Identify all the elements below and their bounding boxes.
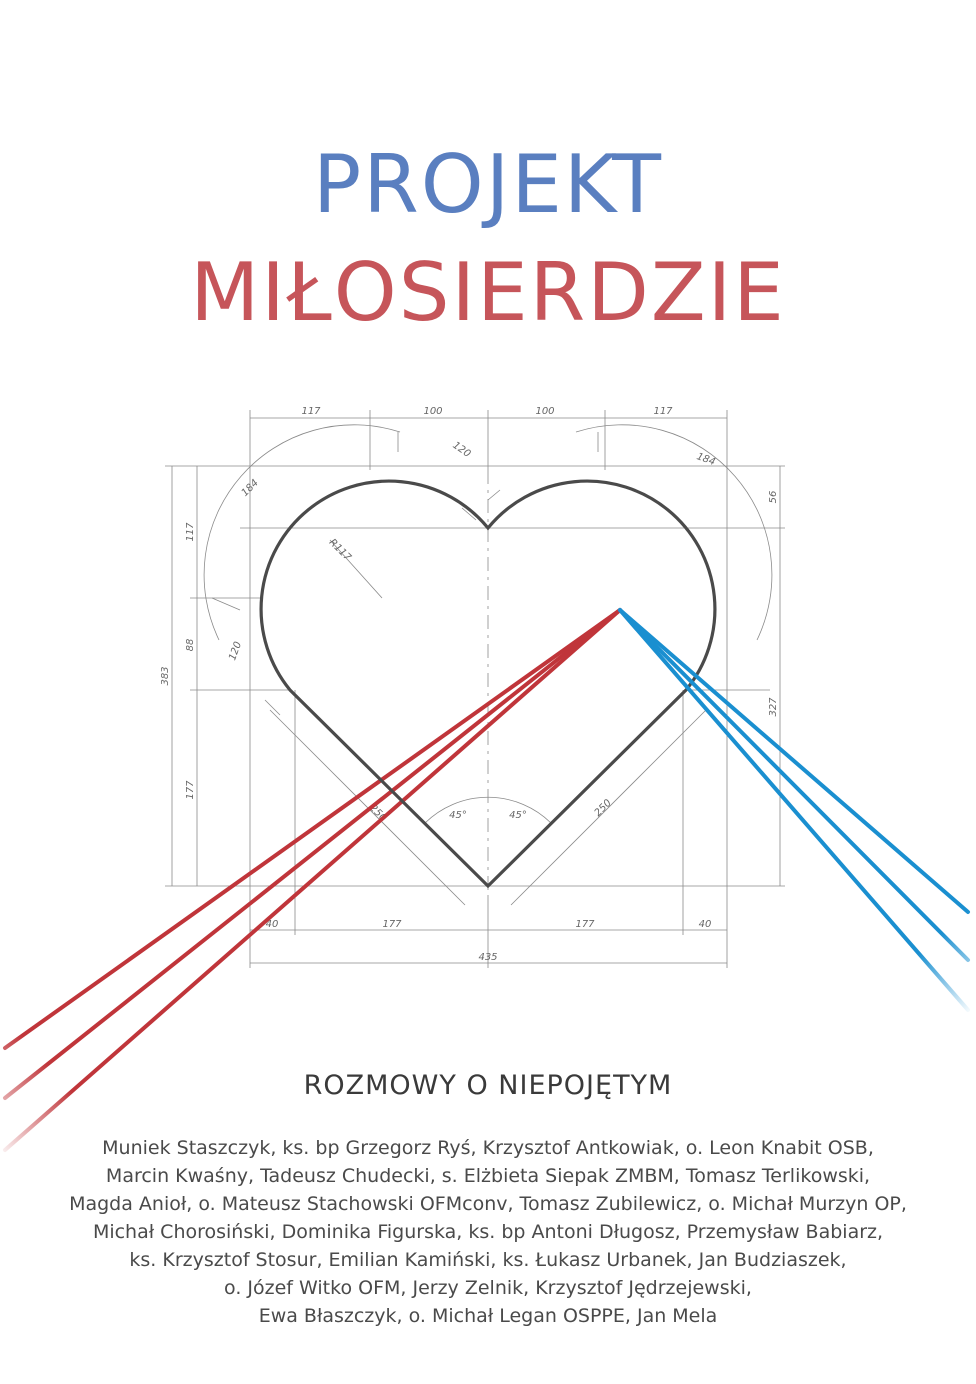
dim-top-1: 117 <box>301 406 321 417</box>
dim-right-top: 56 <box>768 490 779 504</box>
construction-lines <box>165 410 785 968</box>
dim-left-1: 117 <box>185 522 196 542</box>
dim-total: 435 <box>478 952 498 963</box>
dim-left-2: 88 <box>185 638 196 652</box>
dim-top-3: 100 <box>535 406 555 417</box>
arc-label-2: 184 <box>239 477 261 499</box>
angle-left-label: 45° <box>449 810 467 821</box>
subtitle: ROZMOWY O NIEPOJĘTYM <box>303 1070 673 1101</box>
angle-right-label: 45° <box>509 810 527 821</box>
dim-bottom-2: 177 <box>382 919 402 930</box>
dim-bottom-4: 40 <box>698 919 712 930</box>
author-line: Muniek Staszczyk, ks. bp Grzegorz Ryś, Krzysztof Antkowiak, o. Leon Knabit OSB, <box>102 1137 874 1159</box>
dim-top-2: 100 <box>423 406 443 417</box>
author-line: o. Józef Witko OFM, Jerzy Zelnik, Krzysztof Jędrzejewski, <box>224 1277 752 1299</box>
arc-label-1: 120 <box>450 439 473 460</box>
author-line: Magda Anioł, o. Mateusz Stachowski OFMconv, Tomasz Zubilewicz, o. Michał Murzyn OP, <box>69 1193 907 1215</box>
arc-label-3: 184 <box>695 451 717 469</box>
arc-label-4: 120 <box>227 640 245 662</box>
author-line: ks. Krzysztof Stosur, Emilian Kamiński, ks. Łukasz Urbanek, Jan Budziaszek, <box>129 1249 847 1271</box>
dim-top-4: 117 <box>653 406 673 417</box>
dim-left-total: 383 <box>160 666 171 686</box>
diag-right-label: 250 <box>592 797 614 819</box>
author-line: Michał Chorosiński, Dominika Figurska, ks. bp Antoni Długosz, Przemysław Babiarz, <box>92 1221 884 1243</box>
title-line-2: MIŁOSIERDZIE <box>190 246 786 339</box>
diag-left-label: 250 <box>367 802 389 824</box>
dim-left-3: 177 <box>185 780 196 800</box>
author-line: Ewa Błaszczyk, o. Michał Legan OSPPE, Jan Mela <box>258 1305 718 1327</box>
dim-right: 327 <box>768 697 779 717</box>
red-light-beams <box>5 610 620 1150</box>
dim-bottom-1: 40 <box>265 919 279 930</box>
author-line: Marcin Kwaśny, Tadeusz Chudecki, s. Elżbieta Siepak ZMBM, Tomasz Terlikowski, <box>105 1165 871 1187</box>
dim-bottom-3: 177 <box>575 919 595 930</box>
blue-light-beams <box>620 610 968 1010</box>
radius-label: R117 <box>326 537 353 564</box>
title-line-1: PROJEKT <box>312 138 664 231</box>
author-list <box>20 1134 956 1330</box>
